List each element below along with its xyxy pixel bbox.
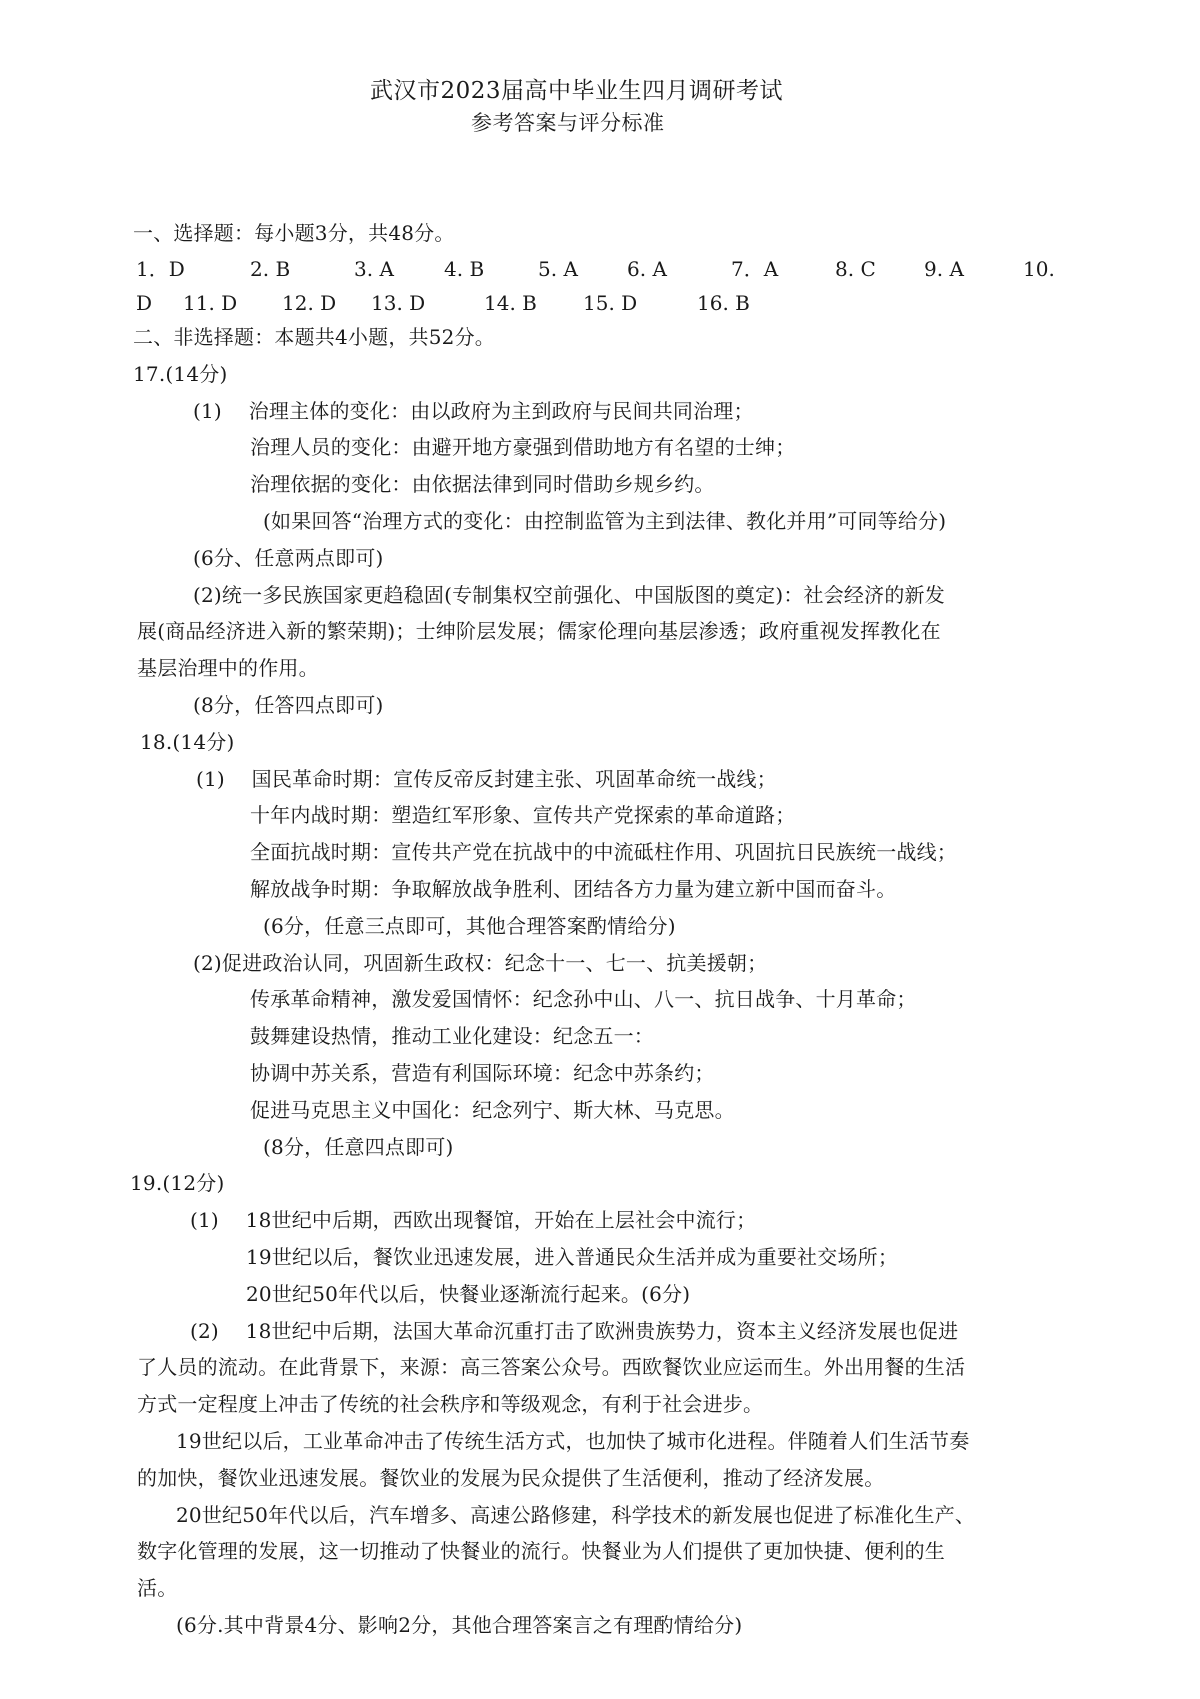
- section2-heading: 二、非选择题：本题共4小题，共52分。: [133, 325, 495, 349]
- document-title: 武汉市2023届高中毕业生四月调研考试: [370, 78, 784, 104]
- q18-part2-line: (2)促进政治认同，巩固新生政权：纪念十一、七一、抗美援朝；: [193, 951, 768, 975]
- q17-part2-line: (2)统一多民族国家更趋稳固(专制集权空前强化、中国版图的奠定)：社会经济的新发: [193, 583, 945, 607]
- q18-part2-line: 促进马克思主义中国化：纪念列宁、斯大林、马克思。: [250, 1098, 735, 1122]
- answer-row-2: [0, 290, 1200, 316]
- answer-item: 2. B: [250, 257, 291, 281]
- q17-part1-line: 治理人员的变化：由避开地方豪强到借助地方有名望的士绅；: [250, 435, 796, 459]
- q19-part1-line: (1) 18世纪中后期，西欧出现餐馆，开始在上层社会中流行；: [190, 1208, 757, 1232]
- document-subtitle: 参考答案与评分标准: [471, 111, 665, 135]
- q19-heading: 19.(12分): [130, 1171, 225, 1195]
- answer-item: 12. D: [282, 291, 337, 315]
- answer-item: 3. A: [354, 257, 394, 281]
- q17-part1-note: (如果回答“治理方式的变化：由控制监管为主到法律、教化并用”可同等给分): [263, 509, 947, 533]
- q18-part2-line: 传承革命精神，激发爱国情怀：纪念孙中山、八一、抗日战争、十月革命；: [250, 987, 917, 1011]
- q19-part3-line: 19世纪以后，工业革命冲击了传统生活方式，也加快了城市化进程。伴随着人们生活节奏: [176, 1429, 970, 1453]
- answer-item: 10.: [1023, 257, 1055, 281]
- answer-item: 15. D: [583, 291, 638, 315]
- q18-part1-line: 十年内战时期：塑造红军形象、宣传共产党探索的革命道路；: [250, 803, 796, 827]
- q18-part1-line: (1) 国民革命时期：宣传反帝反封建主张、巩固革命统一战线；: [196, 767, 777, 791]
- answer-item: 1．D: [136, 257, 185, 281]
- answer-item: 11. D: [183, 291, 238, 315]
- answer-item: D: [136, 291, 153, 315]
- q18-heading: 18.(14分): [140, 730, 235, 754]
- answer-item: 6. A: [627, 257, 667, 281]
- q17-part1-line: 治理依据的变化：由依据法律到同时借助乡规乡约。: [250, 472, 715, 496]
- q19-part1-line: 19世纪以后，餐饮业迅速发展，进入普通民众生活并成为重要社交场所；: [246, 1245, 899, 1269]
- q17-part1-score: (6分、任意两点即可): [193, 546, 384, 570]
- answer-item: 5. A: [538, 257, 578, 281]
- q18-part1-line: 解放战争时期：争取解放战争胜利、团结各方力量为建立新中国而奋斗。: [250, 877, 897, 901]
- answer-item: 7．A: [731, 257, 779, 281]
- q18-part2-line: 鼓舞建设热情，推动工业化建设：纪念五一：: [250, 1024, 654, 1048]
- q18-part2-score: (8分，任意四点即可): [263, 1135, 454, 1159]
- q17-part2-score: (8分，任答四点即可): [193, 693, 384, 717]
- answer-item: 14. B: [484, 291, 537, 315]
- q19-part3-line: 的加快，餐饮业迅速发展。餐饮业的发展为民众提供了生活便利，推动了经济发展。: [137, 1466, 885, 1490]
- answer-item: 9. A: [924, 257, 964, 281]
- q19-part4-line: 活。: [137, 1576, 178, 1600]
- q17-part1-line: (1) 治理主体的变化：由以政府为主到政府与民间共同治理；: [193, 399, 754, 423]
- answer-row-1: [0, 256, 1200, 282]
- answer-item: 13. D: [371, 291, 426, 315]
- answer-item: 4. B: [444, 257, 485, 281]
- q19-part4-line: 20世纪50年代以后，汽车增多、高速公路修建，科学技术的新发展也促进了标准化生产、: [176, 1503, 976, 1527]
- q17-heading: 17.(14分): [133, 362, 228, 386]
- answer-item: 16. B: [697, 291, 750, 315]
- q19-part2-line: 了人员的流动。在此背景下，来源：高三答案公众号。西欧餐饮业应运而生。外出用餐的生活: [137, 1355, 966, 1379]
- q17-part2-line: 基层治理中的作用。: [137, 656, 319, 680]
- q19-score: (6分.其中背景4分、影响2分，其他合理答案言之有理酌情给分): [176, 1613, 743, 1637]
- section1-heading: 一、选择题：每小题3分，共48分。: [133, 221, 455, 245]
- q19-part4-line: 数字化管理的发展，这一切推动了快餐业的流行。快餐业为人们提供了更加快捷、便利的生: [137, 1539, 945, 1563]
- q17-part2-line: 展(商品经济进入新的繁荣期)；士绅阶层发展；儒家伦理向基层渗透；政府重视发挥教化在: [137, 619, 941, 643]
- answer-item: 8. C: [835, 257, 876, 281]
- q19-part1-line: 20世纪50年代以后，快餐业逐渐流行起来。(6分): [246, 1282, 691, 1306]
- q18-part1-score: (6分，任意三点即可，其他合理答案酌情给分): [263, 914, 676, 938]
- q19-part2-line: (2) 18世纪中后期，法国大革命沉重打击了欧洲贵族势力，资本主义经济发展也促进: [190, 1319, 959, 1343]
- q19-part2-line: 方式一定程度上冲击了传统的社会秩序和等级观念，有利于社会进步。: [137, 1392, 764, 1416]
- q18-part2-line: 协调中苏关系，营造有利国际环境：纪念中苏条约；: [250, 1061, 715, 1085]
- q18-part1-line: 全面抗战时期：宣传共产党在抗战中的中流砥柱作用、巩固抗日民族统一战线；: [250, 840, 957, 864]
